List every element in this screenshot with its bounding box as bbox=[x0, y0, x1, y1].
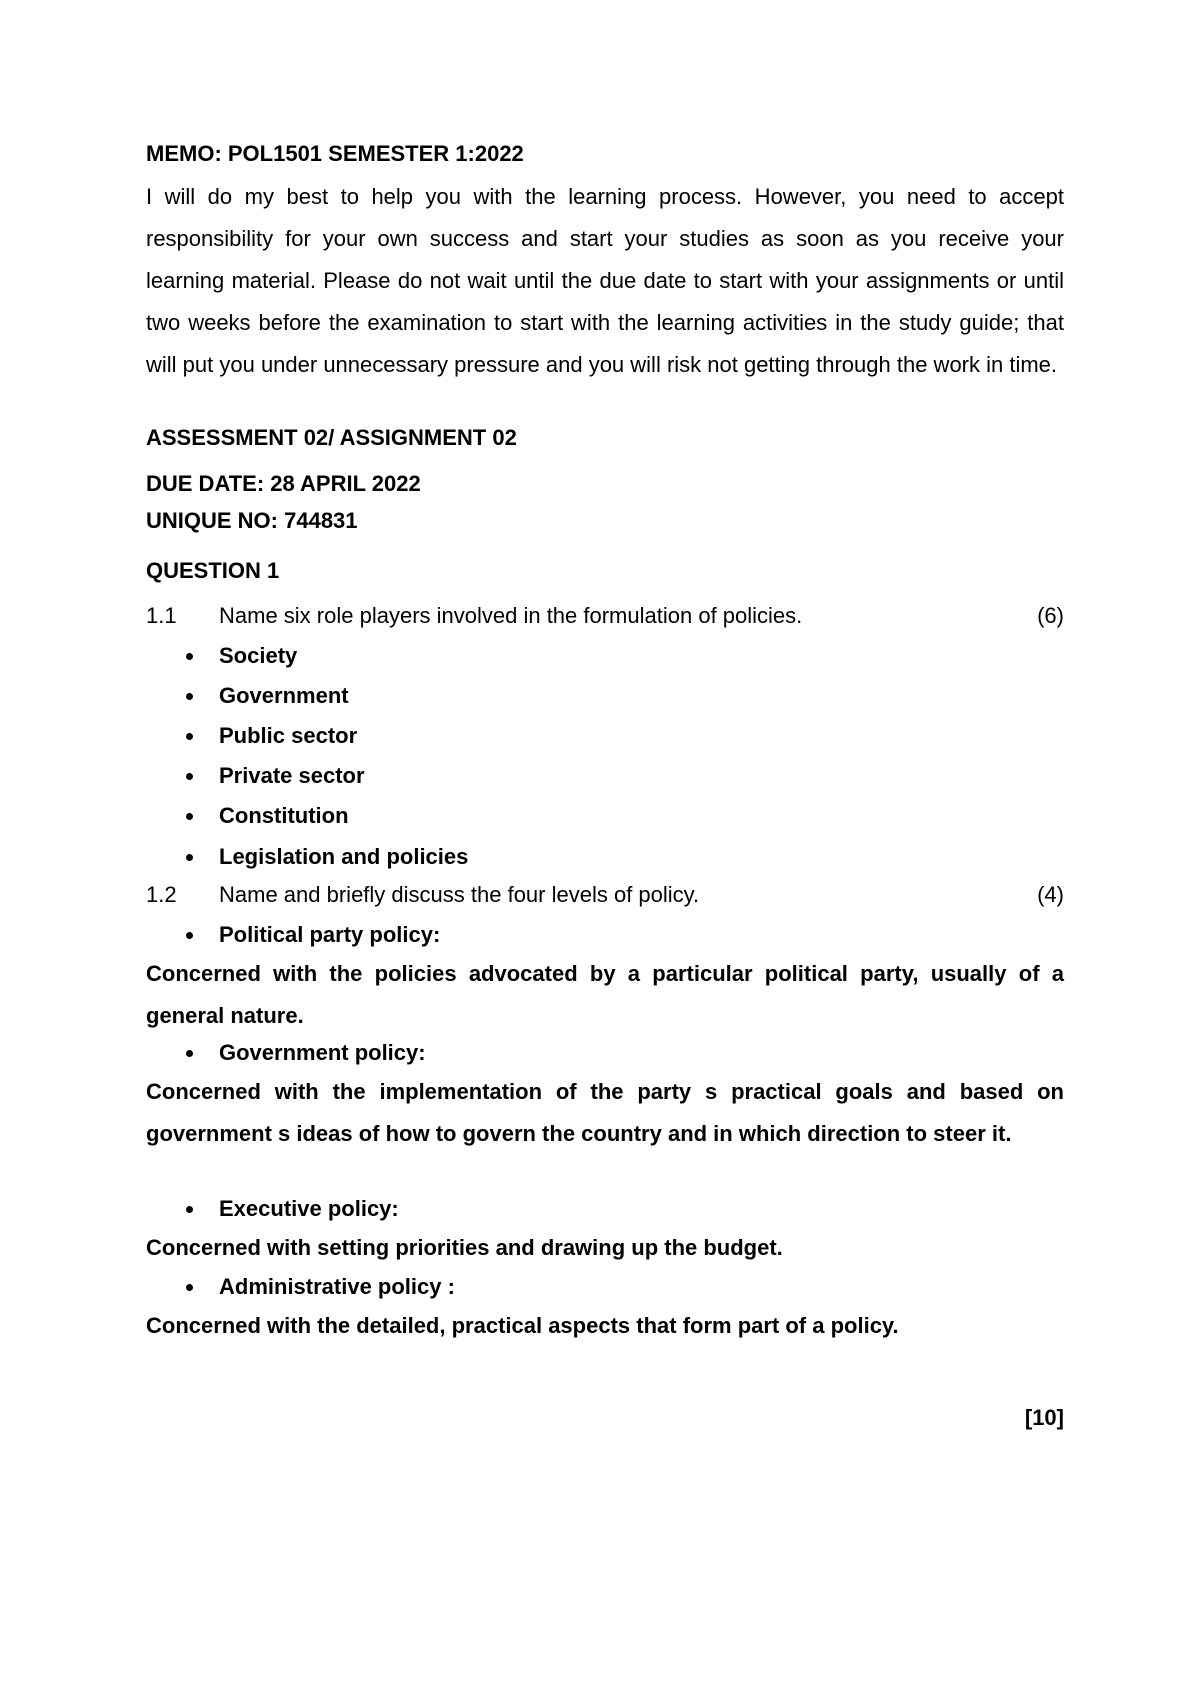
question-1-total-marks: [10] bbox=[1024, 1405, 1064, 1430]
bullet-icon bbox=[186, 813, 193, 820]
policy-level-name: Administrative policy : bbox=[219, 1274, 455, 1299]
question-1-1-text: Name six role players involved in the formulation of policies. bbox=[219, 603, 803, 628]
question-1-heading: QUESTION 1 bbox=[146, 558, 280, 583]
document-page bbox=[146, 0, 1064, 1696]
bullet-icon bbox=[186, 733, 193, 740]
role-player: Society bbox=[219, 643, 298, 668]
question-1-2-number: 1.2 bbox=[146, 882, 177, 907]
intro-paragraph: I will do my best to help you with the learning process. However, you need to accept responsibility for your own success and start your studies as soon as you receive your learning material. Please do not wait until the due date to start with your assignments or until two weeks before the examination to start with the learning activities in the study guide; that will put you under unnecessary pressure and you will risk not getting through the work in time. bbox=[146, 184, 1064, 377]
due-date: DUE DATE: 28 APRIL 2022 bbox=[146, 471, 421, 496]
question-1-2-marks: (4) bbox=[1037, 882, 1064, 907]
bullet-icon bbox=[186, 653, 193, 660]
bullet-icon bbox=[186, 1206, 193, 1213]
role-player: Public sector bbox=[219, 723, 358, 748]
policy-level-description: Concerned with the policies advocated by a particular political party, usually of a general nature. bbox=[146, 961, 1064, 1028]
policy-level-description: Concerned with setting priorities and drawing up the budget. bbox=[146, 1235, 783, 1260]
role-player: Constitution bbox=[219, 803, 349, 828]
bullet-icon bbox=[186, 1050, 193, 1057]
policy-level-name: Executive policy: bbox=[219, 1196, 399, 1221]
role-player: Government bbox=[219, 683, 349, 708]
bullet-icon bbox=[186, 1284, 193, 1291]
bullet-icon bbox=[186, 693, 193, 700]
policy-level-name: Political party policy: bbox=[219, 922, 441, 947]
question-1-1-number: 1.1 bbox=[146, 603, 177, 628]
memo-title: MEMO: POL1501 SEMESTER 1:2022 bbox=[146, 141, 524, 166]
bullet-icon bbox=[186, 854, 193, 861]
bullet-icon bbox=[186, 932, 193, 939]
role-player: Legislation and policies bbox=[219, 844, 469, 869]
bullet-icon bbox=[186, 773, 193, 780]
assessment-heading: ASSESSMENT 02/ ASSIGNMENT 02 bbox=[146, 425, 517, 450]
question-1-1-marks: (6) bbox=[1037, 603, 1064, 628]
policy-level-description: Concerned with the implementation of the party s practical goals and based on government s ideas of how to govern the country and in which direction to steer it. bbox=[146, 1079, 1064, 1146]
role-player: Private sector bbox=[219, 763, 365, 788]
question-1-2-text: Name and briefly discuss the four levels of policy. bbox=[219, 882, 700, 907]
unique-number: UNIQUE NO: 744831 bbox=[146, 508, 358, 533]
policy-level-description: Concerned with the detailed, practical aspects that form part of a policy. bbox=[146, 1313, 899, 1338]
policy-level-name: Government policy: bbox=[219, 1040, 426, 1065]
